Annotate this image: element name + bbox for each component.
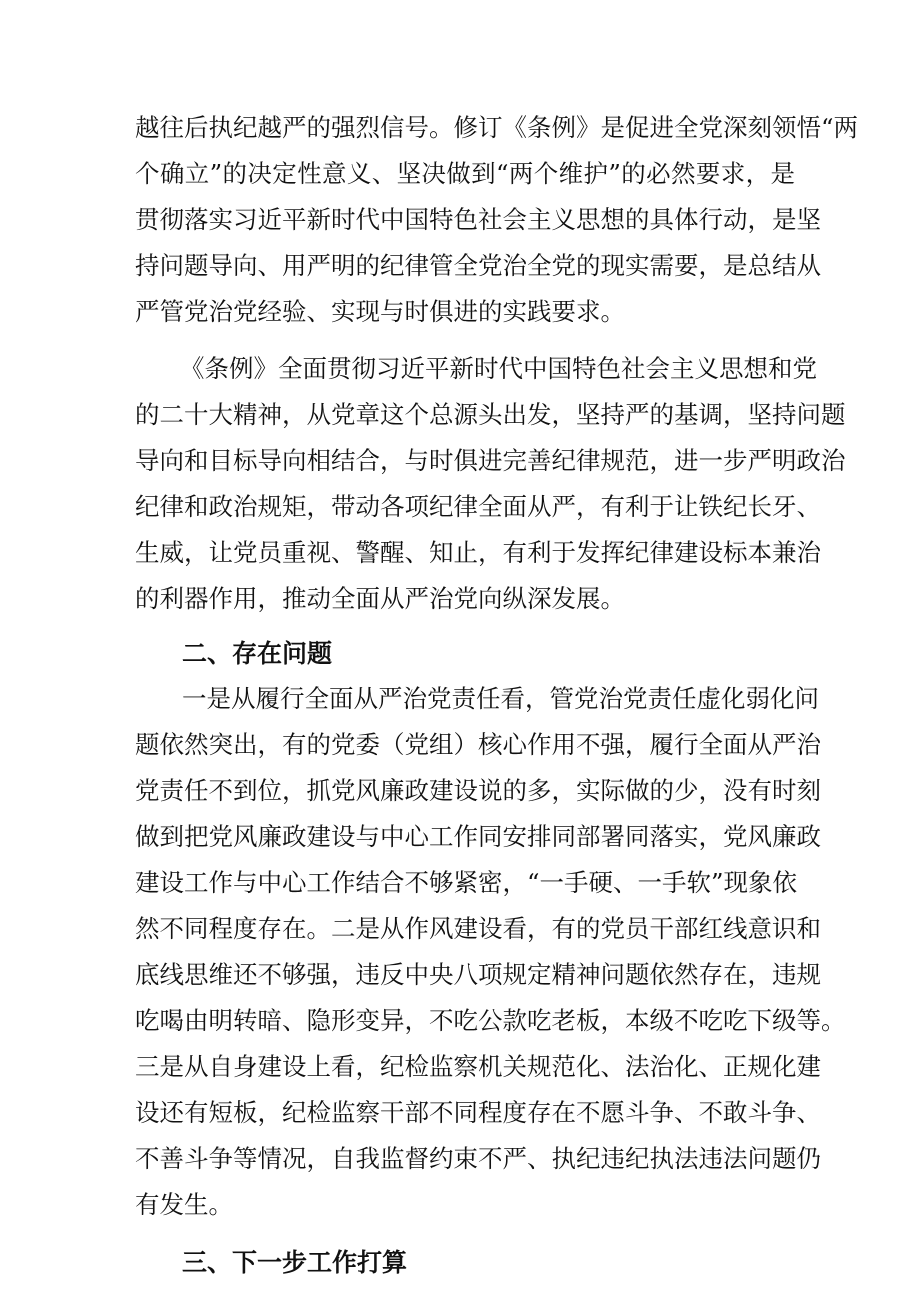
paragraph-3-line-5: 建设工作与中心工作结合不够紧密，“一手硬、一手软”现象依 xyxy=(135,868,798,897)
paragraph-3-line-11: 不善斗争等情况，自我监督约束不严、执纪违纪执法违法问题仍 xyxy=(135,1144,821,1173)
paragraph-1-line-4: 持问题导向、用严明的纪律管全党治全党的现实需要，是总结从 xyxy=(135,251,821,280)
paragraph-1-line-1: 越往后执纪越严的强烈信号。修订《条例》是促进全党深刻领悟“两 xyxy=(135,113,859,142)
paragraph-3-line-7: 底线思维还不够强，违反中央八项规定精神问题依然存在，违规 xyxy=(135,960,821,989)
paragraph-3-line-4: 做到把党风廉政建设与中心工作同安排同部署同落实，党风廉政 xyxy=(135,822,821,851)
paragraph-1-line-2: 个确立”的决定性意义、坚决做到“两个维护”的必然要求，是 xyxy=(135,159,795,188)
paragraph-3-line-2: 题依然突出，有的党委（党组）核心作用不强，履行全面从严治 xyxy=(135,730,821,759)
paragraph-2-line-2: 的二十大精神，从党章这个总源头出发，坚持严的基调，坚持问题 xyxy=(135,400,846,429)
section-heading-problems: 二、存在问题 xyxy=(182,639,333,668)
paragraph-3-line-3: 党责任不到位，抓党风廉政建设说的多，实际做的少，没有时刻 xyxy=(135,776,821,805)
paragraph-2-line-4: 纪律和政治规矩，带动各项纪律全面从严，有利于让铁纪长牙、 xyxy=(135,492,821,521)
paragraph-2-line-5: 生威，让党员重视、警醒、知止，有利于发挥纪律建设标本兼治 xyxy=(135,538,821,567)
paragraph-2-line-6: 的利器作用，推动全面从严治党向纵深发展。 xyxy=(135,584,625,613)
paragraph-3-line-1: 一是从履行全面从严治党责任看，管党治党责任虚化弱化问 xyxy=(182,684,819,713)
paragraph-3-line-8: 吃喝由明转暗、隐形变异，不吃公款吃老板，本级不吃吃下级等。 xyxy=(135,1006,846,1035)
paragraph-3-line-10: 设还有短板，纪检监察干部不同程度存在不愿斗争、不敢斗争、 xyxy=(135,1098,821,1127)
paragraph-2-line-1: 《条例》全面贯彻习近平新时代中国特色社会主义思想和党 xyxy=(180,354,817,383)
paragraph-1-line-3: 贯彻落实习近平新时代中国特色社会主义思想的具体行动，是坚 xyxy=(135,205,821,234)
paragraph-3-line-6: 然不同程度存在。二是从作风建设看，有的党员干部红线意识和 xyxy=(135,914,821,943)
paragraph-3-line-12: 有发生。 xyxy=(135,1190,233,1219)
paragraph-3-line-9: 三是从自身建设上看，纪检监察机关规范化、法治化、正规化建 xyxy=(135,1052,821,1081)
section-heading-next-steps: 三、下一步工作打算 xyxy=(182,1248,408,1277)
paragraph-2-line-3: 导向和目标导向相结合，与时俱进完善纪律规范，进一步严明政治 xyxy=(135,446,846,475)
paragraph-1-line-5: 严管党治党经验、实现与时俱进的实践要求。 xyxy=(135,297,625,326)
